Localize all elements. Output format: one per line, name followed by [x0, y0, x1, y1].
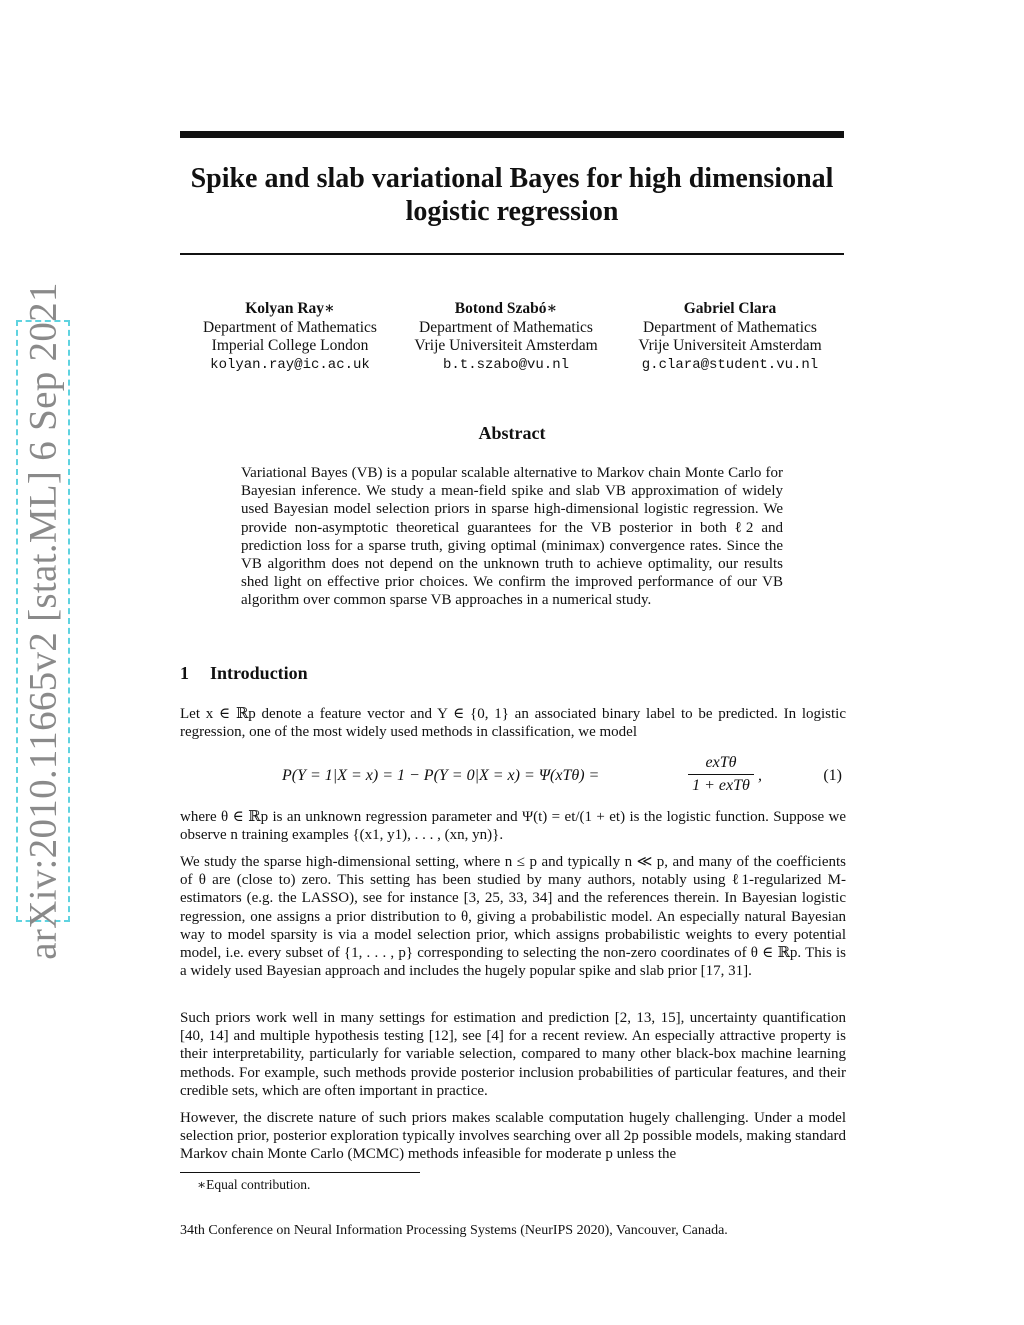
footnote-rule: [180, 1172, 420, 1173]
author-department: Department of Mathematics: [643, 318, 817, 336]
author-email[interactable]: g.clara@student.vu.nl: [641, 356, 819, 373]
equation-numerator: exTθ: [705, 754, 737, 771]
abstract-text: Variational Bayes (VB) is a popular scalable alternative to Markov chain Monte Carlo for Bayesian inference. We study a mean-field spike and slab VB approximation of widely used Bayesian model selection priors in sparse high-dimensional logistic regression. We provide non-asymptotic theoretical guarantees for the VB posterior in both ℓ2 and prediction loss for a sparse truth, giving optimal (minimax) convergence rates. Since the VB algorithm does not depend on the unknown truth to achieve optimality, our results shed light on effective prior choices. We confirm the improved performance of our VB algorithm over common sparse VB approaches in a numerical study.: [241, 465, 783, 609]
author-department: Department of Mathematics: [203, 318, 377, 336]
paragraph-5: However, the discrete nature of such priors makes scalable computation hugely challenging. Under a model selection prior, posterior exploration typically involves searching over all 2p possible models, making standard Markov chain Monte Carlo (MCMC) methods infeasible for moderate p unless the: [180, 1110, 846, 1163]
author-email[interactable]: b.t.szabo@vu.nl: [442, 356, 570, 373]
author-1: [190, 300, 390, 374]
author-institution: Vrije Universiteit Amsterdam: [638, 337, 822, 354]
paragraph-2: where θ ∈ ℝp is an unknown regression parameter and Ψ(t) = et/(1 + et) is the logistic function. Suppose we observe n training examples {(x1, y1), . . . , (xn, yn)}.: [180, 809, 846, 844]
footnote: ∗Equal contribution.: [197, 1177, 311, 1192]
author-name: Botond Szabó∗: [454, 300, 558, 317]
equation-fraction: [686, 752, 756, 797]
paper-title: [180, 162, 844, 228]
arxiv-stamp: [16, 282, 70, 960]
equation-denominator: 1 + exTθ: [692, 777, 750, 794]
title-rule-top: [180, 131, 844, 138]
abstract-heading: Abstract: [478, 423, 546, 443]
section-number: 1: [180, 663, 189, 683]
author-2: [406, 300, 606, 374]
arxiv-stamp-text: arXiv:2010.11665v2 [stat.ML] 6 Sep 2021: [21, 282, 65, 960]
section-heading: [180, 663, 308, 684]
author-name: Gabriel Clara: [683, 300, 777, 317]
equation-lhs: P(Y = 1|X = x) = 1 − P(Y = 0|X = x) = Ψ(xTθ) =: [282, 767, 600, 784]
title-line-1: Spike and slab variational Bayes for high dimensional: [190, 163, 834, 194]
paragraph-4: Such priors work well in many settings for estimation and prediction [2, 13, 15], uncertainty quantification [40, 14] and multiple hypothesis testing [12], see [4] for a recent review. An especially attractive property is their interpretability, particularly for variable selection, compared to many other black-box machine learning methods. For example, such methods provide posterior inclusion probabilities of particular features, and their credible sets, which are often important in practice.: [180, 1010, 846, 1099]
venue-footer: 34th Conference on Neural Information Processing Systems (NeurIPS 2020), Vancouver, Canada.: [180, 1223, 728, 1238]
equation-1: [282, 752, 842, 802]
equation-comma: ,: [758, 767, 762, 784]
author-3: [630, 300, 830, 374]
author-institution: Imperial College London: [211, 337, 369, 354]
title-line-2: logistic regression: [405, 196, 619, 227]
author-department: Department of Mathematics: [419, 318, 593, 336]
author-institution: Vrije Universiteit Amsterdam: [414, 337, 598, 354]
paragraph-1: Let x ∈ ℝp denote a feature vector and Y ∈ {0, 1} an associated binary label to be predicted. In logistic regression, one of the most widely used methods in classification, we model: [180, 706, 846, 741]
title-rule-bottom: [180, 253, 844, 255]
section-title: Introduction: [210, 663, 308, 683]
author-name: Kolyan Ray∗: [245, 300, 335, 317]
equation-label: (1): [823, 767, 842, 784]
paragraph-3: We study the sparse high-dimensional setting, where n ≤ p and typically n ≪ p, and many of the coefficients of θ are (close to) zero. This setting has been studied by many authors, notably using ℓ1-regularized M-estimators (e.g. the LASSO), see for instance [3, 25, 33, 34] and the references therein. In Bayesian logistic regression, one assigns a prior distribution to θ, giving a probabilistic model. An especially natural Bayesian way to model sparsity is via a model selection prior, which assigns probabilistic weights to every potential model, i.e. every subset of {1, . . . , p} corresponding to selecting the non-zero coordinates of θ ∈ ℝp. This is a widely used Bayesian approach and includes the hugely popular spike and slab prior [17, 31].: [180, 854, 846, 980]
author-email[interactable]: kolyan.ray@ic.ac.uk: [210, 356, 370, 373]
